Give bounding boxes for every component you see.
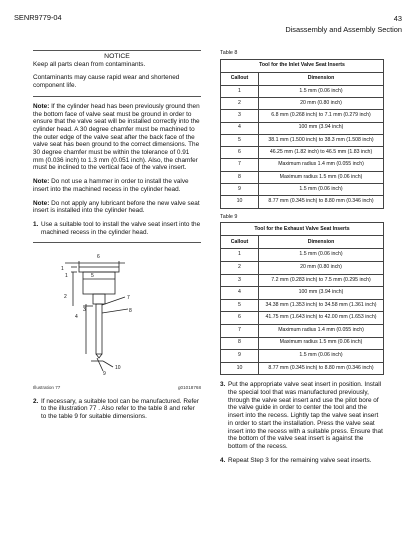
callout-label: 8: [129, 308, 132, 315]
tool-pilot-tip: [96, 354, 102, 358]
page-header-right: [285, 13, 402, 35]
table-row: [221, 362, 384, 375]
table-9: [220, 222, 384, 375]
table-row: [221, 261, 384, 274]
left-column: [33, 50, 201, 427]
notice-title: NOTICE: [104, 53, 130, 60]
step-text: Repeat Step 3 for the remaining valve seat inserts.: [228, 456, 372, 464]
callout-label: 5: [91, 273, 94, 280]
callout-label: 9: [103, 371, 106, 378]
callout-cell: 3: [221, 274, 259, 287]
step-text: Use a suitable tool to install the valve seat insert into the machined recess in the cylinder head.: [41, 220, 201, 236]
step-number: 4.: [220, 456, 226, 464]
callout-cell: 9: [221, 350, 259, 363]
step-number: 1.: [33, 220, 39, 228]
tool-neck: [93, 294, 105, 304]
step-4: [220, 457, 384, 465]
callout-label: 4: [75, 314, 78, 321]
note-text: Do not use a hammer in order to install the valve insert into the machined recess in the cylinder head.: [33, 178, 189, 193]
callout-cell: 4: [221, 287, 259, 300]
dimension-cell: 1.5 mm (0.06 inch): [259, 350, 384, 363]
note-ground-head: [33, 103, 201, 172]
table-row: [221, 350, 384, 363]
dimension-cell: 1.5 mm (0.06 inch): [259, 249, 384, 262]
dimension-cell: 100 mm (3.94 inch): [259, 122, 384, 134]
document-number: SENR9779-04: [14, 13, 62, 22]
step-number: 2.: [33, 397, 39, 405]
tool-head-top: [79, 267, 119, 272]
note-text: If the cylinder head has been previously ground then the bottom face of valve seat must be ground in order to ensure that the valve seat will be installed correctly into the cylinder head. A 30 degree chamfer must be machined to the outer edge of the valve seat after the back face of the valve seat has been ground to the correct dimensions. The 30 degree chamfer must be within the tolerance of 0.91 mm (0.036 inch) to 1.3 mm (0.051 inch). Also, the chamfer must be inclined to the vertical face of the valve insert.: [33, 102, 200, 172]
note-no-hammer: [33, 178, 201, 193]
callout-cell: 7: [221, 324, 259, 337]
note-text: Do not apply any lubricant before the new valve seat insert is installed into the cylinder head.: [33, 199, 200, 215]
callout-label: 2: [64, 294, 67, 301]
table-row: [221, 98, 384, 110]
table-row: [221, 171, 384, 183]
column-header-callout: Callout: [221, 236, 259, 249]
valve-seat-tool-illustration: [33, 243, 201, 379]
table-row: [221, 324, 384, 337]
table-row: [221, 337, 384, 350]
table-8-label: Table 8: [220, 50, 238, 56]
note-label: Note:: [33, 178, 50, 186]
dimension-cell: Maximum radius 1.4 mm (0.055 inch): [259, 159, 384, 171]
callout-cell: 3: [221, 110, 259, 122]
dimension-cell: 38.1 mm (1.500 inch) to 38.3 mm (1.508 inch): [259, 134, 384, 146]
section-title: Disassembly and Assembly Section: [285, 25, 402, 34]
dimension-cell: 1.5 mm (0.06 inch): [259, 85, 384, 97]
callout-cell: 1: [221, 85, 259, 97]
callout-cell: 10: [221, 362, 259, 375]
table-9-body: [221, 249, 384, 375]
page-number: 43: [393, 14, 402, 23]
dimension-cell: 34.38 mm (1.353 inch) to 34.58 mm (1.361 inch): [259, 299, 384, 312]
table-8-title: Tool for the Inlet Valve Seat Inserts: [221, 59, 384, 72]
notice-text-2: Contaminants may cause rapid wear and shortened component life.: [33, 74, 180, 90]
dimension-cell: Maximum radius 1.5 mm (0.06 inch): [259, 337, 384, 350]
callout-cell: 7: [221, 159, 259, 171]
note-label: Note:: [33, 199, 50, 207]
dimension-cell: 20 mm (0.80 inch): [259, 261, 384, 274]
right-column: [220, 50, 384, 470]
callout-cell: 5: [221, 134, 259, 146]
dimension-cell: 6.8 mm (0.268 inch) to 7.1 mm (0.279 inch): [259, 110, 384, 122]
step-1: [33, 221, 201, 236]
callout-cell: 8: [221, 171, 259, 183]
table-row: [221, 147, 384, 159]
step-3: [220, 381, 384, 450]
notice-top-rule: [33, 50, 201, 51]
dimension-cell: 7.2 mm (0.283 inch) to 7.5 mm (0.295 inch): [259, 274, 384, 287]
dimension-cell: 46.25 mm (1.82 inch) to 46.5 mm (1.83 inch): [259, 147, 384, 159]
illustration-caption: [33, 384, 201, 392]
callout-label: 7: [127, 295, 130, 302]
callout-cell: 9: [221, 184, 259, 196]
table-8-body: [221, 85, 384, 208]
table-9-title: Tool for the Exhaust Valve Seat Inserts: [221, 223, 384, 236]
callout-cell: 5: [221, 299, 259, 312]
dimension-cell: 8.77 mm (0.345 inch) to 8.80 mm (0.346 inch): [259, 362, 384, 375]
table-row: [221, 312, 384, 325]
dimension-cell: 8.77 mm (0.345 inch) to 8.80 mm (0.346 inch): [259, 196, 384, 208]
column-header-dimension: Dimension: [259, 72, 384, 85]
table-row: [221, 184, 384, 196]
table-row: [221, 274, 384, 287]
callout-cell: 1: [221, 249, 259, 262]
callout-label: 10: [115, 365, 121, 372]
callout-label: 1: [61, 266, 64, 273]
table-row: [221, 122, 384, 134]
dimension-cell: Maximum radius 1.5 mm (0.06 inch): [259, 171, 384, 183]
step-number: 3.: [220, 381, 226, 389]
table-row: [221, 134, 384, 146]
table-9-label: Table 9: [220, 213, 238, 220]
callout-cell: 2: [221, 98, 259, 110]
callout-cell: 8: [221, 337, 259, 350]
illustration-reference: g01018768: [178, 385, 201, 391]
dimension-cell: 1.5 mm (0.06 inch): [259, 184, 384, 196]
callout-cell: 2: [221, 261, 259, 274]
callout-cell: 6: [221, 147, 259, 159]
table-row: [221, 85, 384, 97]
dimension-cell: 20 mm (0.80 inch): [259, 98, 384, 110]
table-8: [220, 59, 384, 209]
column-header-dimension: Dimension: [259, 236, 384, 249]
table-row: [221, 287, 384, 300]
tool-head-body: [83, 272, 115, 294]
column-header-callout: Callout: [221, 72, 259, 85]
step-text: If necessary, a suitable tool can be manufactured. Refer to the illustration 77 . Also refer to the table 8 and refer to the table 9 for suitable dimensions.: [41, 397, 199, 421]
dimension-cell: Maximum radius 1.4 mm (0.055 inch): [259, 324, 384, 337]
table-row: [221, 196, 384, 208]
note-label: Note:: [33, 102, 50, 110]
dimension-cell: 100 mm (3.94 inch): [259, 287, 384, 300]
callout-cell: 4: [221, 122, 259, 134]
step-2: [33, 398, 201, 421]
table-row: [221, 249, 384, 262]
notice-bottom-rule: [33, 96, 201, 97]
note-no-lubricant: [33, 200, 201, 215]
callout-cell: 6: [221, 312, 259, 325]
notice-text-1: Keep all parts clean from contaminants.: [33, 60, 146, 68]
callout-label: 6: [97, 254, 100, 261]
illustration-number: Illustration 77: [33, 385, 61, 391]
tool-pilot: [96, 304, 102, 354]
callout-cell: 10: [221, 196, 259, 208]
table-row: [221, 110, 384, 122]
callout-label: 1: [65, 273, 68, 280]
table-row: [221, 299, 384, 312]
table-row: [221, 159, 384, 171]
dimension-cell: 41.75 mm (1.643 inch) to 42.00 mm (1.653 inch): [259, 312, 384, 325]
step-text: Put the appropriate valve seat insert in position. Install the special tool that was manufactured previously, through the valve seat insert and use the pilot bore of the valve guide in order to center the tool and the insert into the recess. Lightly tap the valve seat insert in order to start the installation. Press the valve seat insert into the recess with a suitable press. Ensure that the bottom of the valve seat insert is against the bottom of the recess.: [228, 381, 383, 450]
callout-label: 3: [83, 307, 86, 314]
